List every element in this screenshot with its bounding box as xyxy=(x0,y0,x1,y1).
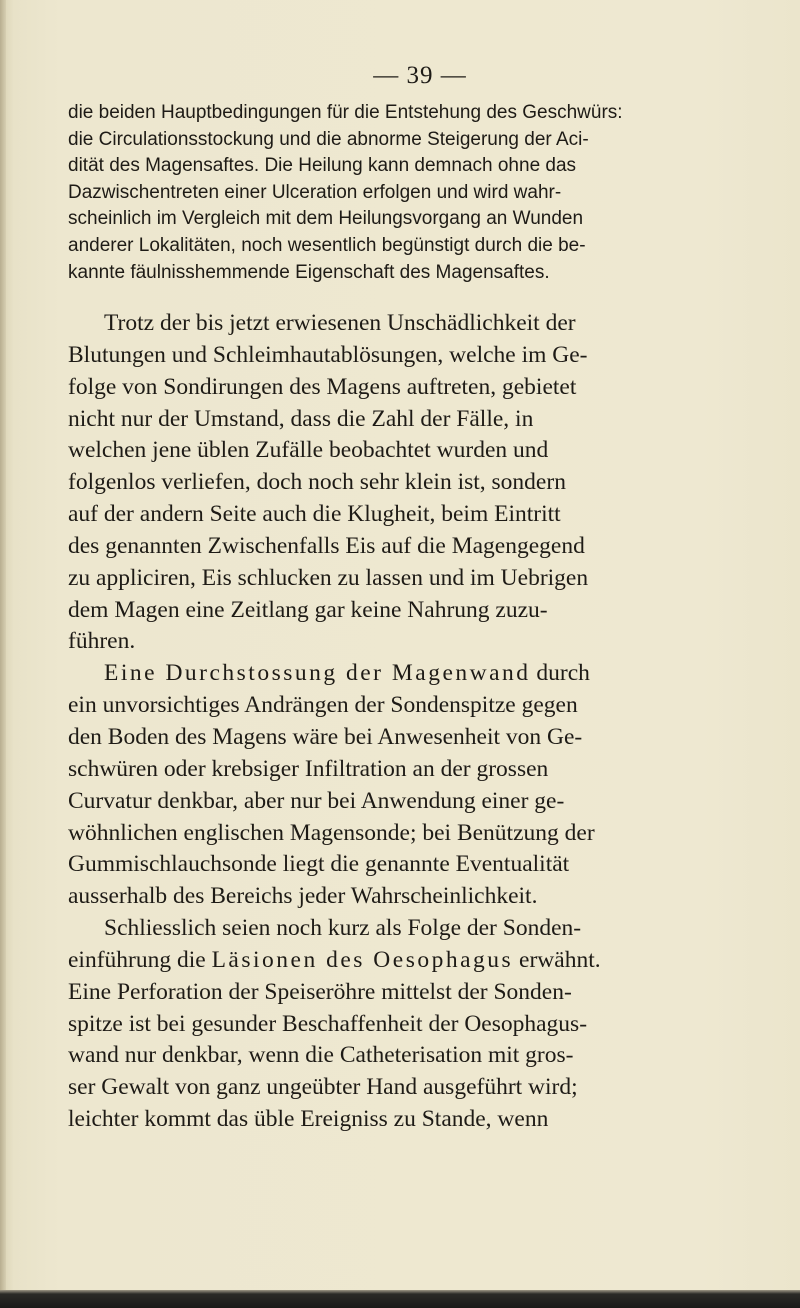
text-line: Curvatur denkbar, aber nur bei Anwendung einer ge- xyxy=(68,787,565,814)
text-line: den Boden des Magens wäre bei Anwesenheit von Ge- xyxy=(68,723,583,750)
text-line: des genannten Zwischenfalls Eis auf die Magengegend xyxy=(68,532,585,559)
paragraph-blutungen xyxy=(68,308,768,658)
text-line: spitze ist bei gesunder Beschaffenheit der Oesophagus- xyxy=(68,1010,588,1037)
text-fragment: einführung die xyxy=(68,946,212,973)
text-line xyxy=(68,658,768,690)
text-line: scheinlich im Vergleich mit dem Heilungsvorgang an Wunden xyxy=(68,208,584,230)
text-line: Dazwischentreten einer Ulceration erfolgen und wird wahr- xyxy=(68,181,562,203)
text-line: kannte fäulnisshemmende Eigenschaft des Magensaftes. xyxy=(68,261,550,283)
text-line: folge von Sondirungen des Magens auftreten, gebietet xyxy=(68,373,577,400)
text-line xyxy=(68,945,768,977)
text-line: auf der andern Seite auch die Klugheit, beim Eintritt xyxy=(68,501,561,528)
text-line: dem Magen eine Zeitlang gar keine Nahrung zuzu- xyxy=(68,596,548,623)
paragraph-oesophagus xyxy=(68,913,768,1136)
text-line: folgenlos verliefen, doch noch sehr klein ist, sondern xyxy=(68,469,566,496)
text-line: führen. xyxy=(68,628,136,655)
text-line: ser Gewalt von ganz ungeübter Hand ausgeführt wird; xyxy=(68,1074,578,1101)
main-text-block xyxy=(68,308,768,1136)
page-number: — 39 — xyxy=(373,62,467,89)
text-line: Schliesslich seien noch kurz als Folge der Sonden- xyxy=(104,915,582,942)
text-line: schwüren oder krebsiger Infiltration an der grossen xyxy=(68,755,549,782)
text-line: welchen jene üblen Zufälle beobachtet wurden und xyxy=(68,437,549,464)
paragraph-small-print xyxy=(68,100,768,286)
text-line: die beiden Hauptbedingungen für die Entstehung des Geschwürs: xyxy=(68,102,623,123)
text-line: die Circulationsstockung und die abnorme Steigerung der Aci- xyxy=(68,128,589,150)
emphasized-heading: Läsionen des Oesophagus xyxy=(211,946,514,973)
text-line: Blutungen und Schleimhautablösungen, welche im Ge- xyxy=(68,341,588,368)
text-fragment: erwähnt. xyxy=(513,946,601,973)
paragraph-durchstossung xyxy=(68,658,768,913)
text-fragment: durch xyxy=(530,660,590,687)
emphasized-heading: Eine Durchstossung der Magenwand xyxy=(104,660,531,687)
text-line: wand nur denkbar, wenn die Catheterisation mit gros- xyxy=(68,1042,574,1069)
text-line: dität des Magensaftes. Die Heilung kann demnach ohne das xyxy=(68,155,577,177)
text-line: anderer Lokalitäten, noch wesentlich begünstigt durch die be- xyxy=(68,234,586,256)
text-line: Gummischlauchsonde liegt die genannte Eventualität xyxy=(68,851,570,878)
text-line: Eine Perforation der Speiseröhre mittelst der Sonden- xyxy=(68,978,572,1005)
text-line: Trotz der bis jetzt erwiesenen Unschädlichkeit der xyxy=(104,310,576,336)
text-line: ausserhalb des Bereichs jeder Wahrscheinlichkeit. xyxy=(68,883,538,910)
text-line: wöhnlichen englischen Magensonde; bei Benützung der xyxy=(68,819,595,846)
text-line: leichter kommt das üble Ereigniss zu Stande, wenn xyxy=(68,1106,549,1133)
text-line: zu appliciren, Eis schlucken zu lassen und im Uebrigen xyxy=(68,564,589,591)
scan-bottom-edge xyxy=(0,1290,800,1308)
text-line: nicht nur der Umstand, dass die Zahl der Fälle, in xyxy=(68,405,534,432)
text-line: ein unvorsichtiges Andrängen der Sondenspitze gegen xyxy=(68,692,578,719)
page-left-edge-shadow xyxy=(0,0,6,1308)
